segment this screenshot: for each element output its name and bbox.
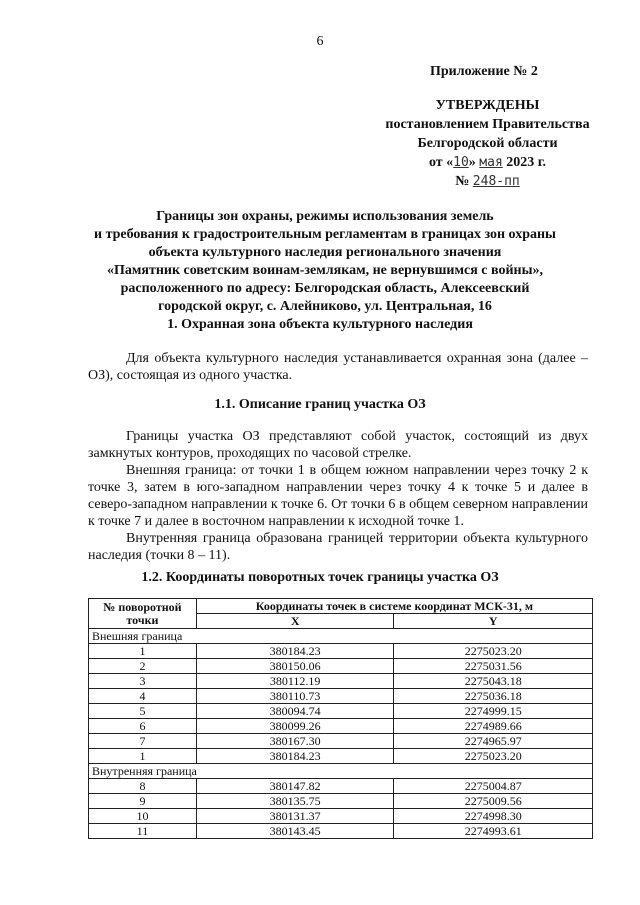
header-coordinates: Координаты точек в системе координат МСК-31, м: [196, 599, 592, 614]
decree-number: 248-пп: [472, 174, 520, 189]
point-number: 3: [89, 674, 197, 689]
point-number: 11: [89, 824, 197, 839]
coord-y: 2275004.87: [394, 779, 593, 794]
coord-y: 2275023.20: [394, 644, 593, 659]
header-x: X: [196, 614, 394, 629]
table-row: [89, 689, 593, 704]
section-1-1-heading: 1.1. Описание границ участка ОЗ: [214, 397, 426, 412]
outer-boundary-label: Внешняя граница: [89, 629, 593, 644]
table-row: [89, 719, 593, 734]
coord-y: 2274965.97: [394, 734, 593, 749]
date-prefix: от «: [428, 155, 454, 170]
title-line: Границы зон охраны, режимы использования земель: [156, 209, 494, 224]
number-prefix: №: [455, 174, 470, 189]
title-line: городской округ, с. Алейниково, ул. Центральная, 16: [158, 299, 492, 314]
table-header-row: [89, 599, 593, 614]
point-number: 6: [89, 719, 197, 734]
title-line: объекта культурного наследия регионального значения: [148, 245, 502, 260]
approval-date: [360, 153, 615, 172]
approval-block: [360, 96, 615, 191]
point-number: 1: [89, 749, 197, 764]
approval-title: УТВЕРЖДЕНЫ: [435, 98, 540, 113]
table-row: [89, 644, 593, 659]
coord-x: 380112.19: [196, 674, 394, 689]
section-1-2-heading: 1.2. Координаты поворотных точек границы участка ОЗ: [141, 570, 499, 585]
point-number: 5: [89, 704, 197, 719]
approval-line-2: Белгородской области: [417, 136, 558, 151]
coord-y: 2274999.15: [394, 704, 593, 719]
coord-x: 380147.82: [196, 779, 394, 794]
coord-x: 380094.74: [196, 704, 394, 719]
point-number: 1: [89, 644, 197, 659]
section-1-text: Для объекта культурного наследия устанавливается охранная зона (далее – ОЗ), состоящая из одного участка.: [88, 351, 588, 383]
table-row: [89, 749, 593, 764]
coord-x: 380184.23: [196, 749, 394, 764]
coord-y: 2274989.66: [394, 719, 593, 734]
coord-y: 2275023.20: [394, 749, 593, 764]
header-point-number: № поворотной точки: [89, 599, 197, 629]
date-month: мая: [479, 155, 503, 170]
title-line: расположенного по адресу: Белгородская область, Алексеевский: [120, 281, 530, 296]
point-number: 10: [89, 809, 197, 824]
section-1-1-paragraph-1: Границы участка ОЗ представляют собой участок, состоящий из двух замкнутых контуров, проходящих по часовой стрелке.: [88, 429, 588, 461]
table-row: [89, 779, 593, 794]
coord-y: 2274993.61: [394, 824, 593, 839]
table-row: [89, 704, 593, 719]
table-row: [89, 809, 593, 824]
section-1-heading: 1. Охранная зона объекта культурного наследия: [167, 317, 473, 332]
coord-x: 380135.75: [196, 794, 394, 809]
coord-x: 380184.23: [196, 644, 394, 659]
inner-boundary-label: Внутренняя граница: [89, 764, 593, 779]
coord-x: 380131.37: [196, 809, 394, 824]
coord-x: 380110.73: [196, 689, 394, 704]
point-number: 2: [89, 659, 197, 674]
table-row: [89, 674, 593, 689]
approval-number: [360, 172, 615, 191]
header-y: Y: [394, 614, 593, 629]
date-mid: »: [468, 155, 476, 170]
date-day: 10: [453, 155, 469, 170]
coord-y: 2275036.18: [394, 689, 593, 704]
coord-x: 380167.30: [196, 734, 394, 749]
table-row: [89, 824, 593, 839]
approval-line-1: постановлением Правительства: [385, 117, 590, 132]
table-row: [89, 734, 593, 749]
coord-x: 380143.45: [196, 824, 394, 839]
point-number: 7: [89, 734, 197, 749]
title-line: «Памятник советским воинам-землякам, не вернувшимся с войны»,: [106, 263, 544, 278]
date-year: 2023 г.: [506, 155, 547, 170]
point-number: 9: [89, 794, 197, 809]
section-1-1-paragraph-2: Внешняя граница: от точки 1 в общем южном направлении через точку 2 к точке 3, затем в юго-западном направлении через точку 4 к точке 5 и далее в северо-западном направлении к точке 6. От точки 6 в общем северном направлении к точке 7 и далее в восточном направлении к исходной точке 1.: [88, 463, 588, 529]
coord-x: 380099.26: [196, 719, 394, 734]
coordinates-table: [88, 598, 593, 839]
document-title: [70, 208, 580, 316]
coord-y: 2275009.56: [394, 794, 593, 809]
coord-y: 2275031.56: [394, 659, 593, 674]
section-1-1-paragraph-3: Внутренняя граница образована границей территории объекта культурного наследия (точки 8 – 11).: [88, 531, 588, 563]
title-line: и требования к градостроительным регламентам в границах зон охраны: [94, 227, 556, 242]
page-number: 6: [316, 34, 324, 49]
appendix-label: Приложение № 2: [430, 64, 538, 79]
point-number: 8: [89, 779, 197, 794]
table-row: [89, 794, 593, 809]
table-row: [89, 659, 593, 674]
point-number: 4: [89, 689, 197, 704]
group-row-inner: [89, 764, 593, 779]
coord-y: 2275043.18: [394, 674, 593, 689]
coord-x: 380150.06: [196, 659, 394, 674]
coord-y: 2274998.30: [394, 809, 593, 824]
group-row-outer: [89, 629, 593, 644]
